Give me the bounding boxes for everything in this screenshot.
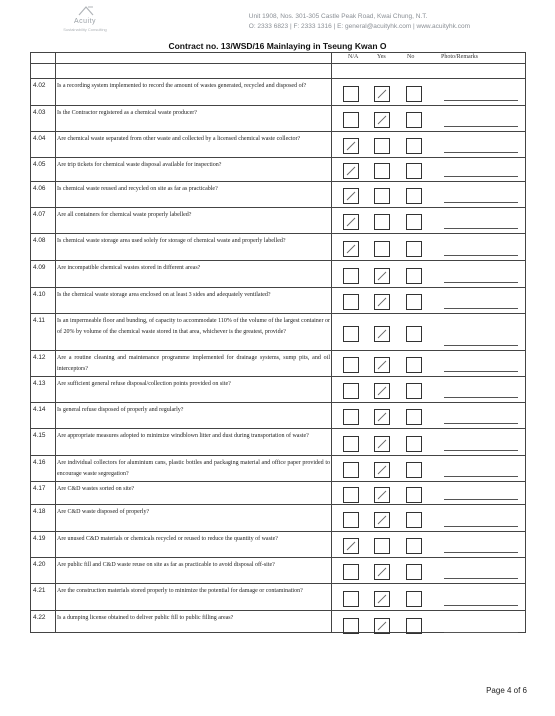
remarks-line[interactable] xyxy=(444,476,518,477)
logo-name: Acuity xyxy=(73,18,97,25)
checklist-table xyxy=(30,52,526,633)
checkbox-no[interactable] xyxy=(406,487,422,503)
table-header xyxy=(31,53,525,63)
checkbox-na[interactable] xyxy=(343,618,359,634)
table-row xyxy=(31,455,525,481)
item-question: Is a dumping license obtained to deliver public fill to public filling areas? xyxy=(57,615,234,621)
checkbox-yes[interactable] xyxy=(374,462,390,478)
checkbox-yes[interactable] xyxy=(374,383,390,399)
checkbox-na[interactable] xyxy=(343,487,359,503)
table-row xyxy=(31,181,525,207)
checkbox-yes[interactable] xyxy=(374,512,390,528)
item-number: 4.16 xyxy=(33,459,46,466)
table-row xyxy=(31,105,525,131)
item-number: 4.20 xyxy=(33,561,46,568)
remarks-line[interactable] xyxy=(444,202,518,203)
table-row xyxy=(31,481,525,504)
remarks-line[interactable] xyxy=(444,397,518,398)
table-row xyxy=(31,428,525,455)
checkbox-yes[interactable] xyxy=(374,487,390,503)
table-row xyxy=(31,233,525,260)
remarks-line[interactable] xyxy=(444,308,518,309)
contact-line: O: 2333 6823 | F: 2333 1316 | E: general@acuityhk.com | www.acuityhk.com xyxy=(248,23,470,30)
checkbox-yes[interactable] xyxy=(374,241,390,257)
item-question: Are sufficient general refuse disposal/collection points provided on site? xyxy=(57,381,231,387)
tick-mark-icon xyxy=(344,539,358,553)
tick-mark-icon xyxy=(375,327,389,341)
remarks-line[interactable] xyxy=(444,152,518,153)
checkbox-no[interactable] xyxy=(406,462,422,478)
checkbox-yes[interactable] xyxy=(374,294,390,310)
table-row xyxy=(31,313,525,350)
item-number: 4.07 xyxy=(33,211,46,218)
checkbox-na[interactable] xyxy=(343,538,359,554)
checkbox-na[interactable] xyxy=(343,591,359,607)
checkbox-no[interactable] xyxy=(406,409,422,425)
item-number: 4.17 xyxy=(33,485,46,492)
table-row xyxy=(31,157,525,181)
item-number: 4.14 xyxy=(33,406,46,413)
remarks-line[interactable] xyxy=(444,499,518,500)
item-question: Are chemical waste separated from other waste and collected by a licensed chemical waste collector? xyxy=(57,136,301,142)
remarks-line[interactable] xyxy=(444,423,518,424)
tick-mark-icon xyxy=(344,189,358,203)
checkbox-no[interactable] xyxy=(406,512,422,528)
tick-mark-icon xyxy=(344,215,358,229)
checkbox-no[interactable] xyxy=(406,326,422,342)
remarks-line[interactable] xyxy=(444,526,518,527)
table-row xyxy=(31,402,525,428)
item-question: Is chemical waste storage area used solely for storage of chemical waste and properly labelled? xyxy=(57,238,286,244)
item-question: Is an impermeable floor and bunding, of capacity to accommodate 110% of the volume of the largest container or of 20% by volume of the chemical waste stored in that area, whichever is the greatest, provide? xyxy=(57,318,330,335)
tick-mark-icon xyxy=(375,592,389,606)
checkbox-na[interactable] xyxy=(343,357,359,373)
checkbox-yes[interactable] xyxy=(374,214,390,230)
item-question: Are unused C&D materials or chemicals recycled or reused to reduce the quantity of waste? xyxy=(57,536,278,542)
tick-mark-icon xyxy=(375,619,389,633)
remarks-line[interactable] xyxy=(444,605,518,606)
col-no: No xyxy=(407,54,415,60)
checkbox-na[interactable] xyxy=(343,436,359,452)
checkbox-yes[interactable] xyxy=(374,409,390,425)
remarks-line[interactable] xyxy=(444,255,518,256)
checkbox-no[interactable] xyxy=(406,188,422,204)
page-title: Contract no. 13/WSD/16 Mainlaying in Tseung Kwan O xyxy=(168,41,387,51)
item-number: 4.10 xyxy=(33,291,46,298)
checkbox-yes[interactable] xyxy=(374,86,390,102)
item-number: 4.04 xyxy=(33,135,46,142)
blank-row xyxy=(31,63,525,78)
item-number: 4.11 xyxy=(33,317,45,324)
tick-mark-icon xyxy=(375,358,389,372)
remarks-line[interactable] xyxy=(444,632,518,633)
item-number: 4.13 xyxy=(33,380,46,387)
remarks-line[interactable] xyxy=(444,578,518,579)
checkbox-na[interactable] xyxy=(343,268,359,284)
item-question: Is the Contractor registered as a chemical waste producer? xyxy=(57,110,197,116)
tick-mark-icon xyxy=(344,242,358,256)
col-remarks: Photo/Remarks xyxy=(441,54,478,60)
checkbox-na[interactable] xyxy=(343,564,359,580)
item-question: Are C&D wastes sorted on site? xyxy=(57,486,135,492)
item-question: Are a routine cleaning and maintenance programme implemented for drainage systems, sump pits, and oil interceptors? xyxy=(57,355,330,372)
tick-mark-icon xyxy=(375,269,389,283)
checkbox-no[interactable] xyxy=(406,383,422,399)
checkbox-yes[interactable] xyxy=(374,564,390,580)
item-number: 4.08 xyxy=(33,237,46,244)
col-yes: Yes xyxy=(377,54,386,60)
checkbox-na[interactable] xyxy=(343,214,359,230)
item-number: 4.15 xyxy=(33,432,46,439)
item-question: Is a recording system implemented to record the amount of wastes generated, recycled and disposed of? xyxy=(57,83,307,89)
table-row xyxy=(31,504,525,531)
checkbox-yes[interactable] xyxy=(374,163,390,179)
item-question: Are appropriate measures adopted to minimize windblown litter and dust during transportation of waste? xyxy=(57,433,309,439)
remarks-line[interactable] xyxy=(444,282,518,283)
checkbox-na[interactable] xyxy=(343,188,359,204)
company-logo xyxy=(55,6,115,36)
remarks-line[interactable] xyxy=(444,450,518,451)
checkbox-na[interactable] xyxy=(343,383,359,399)
table-row xyxy=(31,78,525,105)
remarks-line[interactable] xyxy=(444,345,518,346)
remarks-line[interactable] xyxy=(444,552,518,553)
item-number: 4.22 xyxy=(33,614,46,621)
checkbox-na[interactable] xyxy=(343,409,359,425)
item-number: 4.03 xyxy=(33,109,46,116)
item-question: Are incompatible chemical wastes stored in different areas? xyxy=(57,265,201,271)
table-row xyxy=(31,287,525,313)
item-question: Is the chemical waste storage area enclosed on at least 3 sides and adequately ventilated? xyxy=(57,292,271,298)
checkbox-no[interactable] xyxy=(406,241,422,257)
checkbox-na[interactable] xyxy=(343,462,359,478)
checkbox-yes[interactable] xyxy=(374,618,390,634)
tick-mark-icon xyxy=(375,87,389,101)
company-address xyxy=(249,12,470,32)
remarks-line[interactable] xyxy=(444,371,518,372)
checkbox-na[interactable] xyxy=(343,112,359,128)
checkbox-no[interactable] xyxy=(406,294,422,310)
item-question: Is general refuse disposed of properly and regularly? xyxy=(57,407,184,413)
logo-subtitle: Sustainability Consulting xyxy=(63,27,107,32)
checkbox-na[interactable] xyxy=(343,163,359,179)
tick-mark-icon xyxy=(375,463,389,477)
checkbox-na[interactable] xyxy=(343,138,359,154)
tick-mark-icon xyxy=(375,513,389,527)
tick-mark-icon xyxy=(375,295,389,309)
tick-mark-icon xyxy=(344,139,358,153)
checkbox-no[interactable] xyxy=(406,591,422,607)
item-question: Are individual collectors for aluminium cans, plastic bottles and packaging material and office paper provided to encourage waste segregation? xyxy=(57,460,330,477)
checkbox-na[interactable] xyxy=(343,512,359,528)
tick-mark-icon xyxy=(344,164,358,178)
remarks-line[interactable] xyxy=(444,176,518,177)
table-row xyxy=(31,131,525,157)
checkbox-no[interactable] xyxy=(406,163,422,179)
checkbox-no[interactable] xyxy=(406,357,422,373)
item-number: 4.02 xyxy=(33,82,46,89)
item-number: 4.05 xyxy=(33,161,46,168)
checkbox-yes[interactable] xyxy=(374,357,390,373)
checkbox-yes[interactable] xyxy=(374,538,390,554)
checkbox-na[interactable] xyxy=(343,326,359,342)
table-row xyxy=(31,350,525,376)
item-number: 4.06 xyxy=(33,185,46,192)
table-row xyxy=(31,583,525,610)
item-number: 4.09 xyxy=(33,264,46,271)
item-question: Are trip tickets for chemical waste disposal available for inspection? xyxy=(57,162,222,168)
checkbox-no[interactable] xyxy=(406,86,422,102)
item-number: 4.18 xyxy=(33,508,46,515)
table-row xyxy=(31,610,525,637)
remarks-line[interactable] xyxy=(444,126,518,127)
address-line: Unit 1908, Nos. 301-305 Castle Peak Road, Kwai Chung, N.T. xyxy=(248,13,428,20)
tick-mark-icon xyxy=(375,410,389,424)
checkbox-no[interactable] xyxy=(406,618,422,634)
checkbox-no[interactable] xyxy=(406,138,422,154)
item-question: Are all containers for chemical waste properly labelled? xyxy=(57,212,192,218)
item-number: 4.21 xyxy=(33,587,46,594)
table-row xyxy=(31,260,525,287)
checkbox-no[interactable] xyxy=(406,214,422,230)
logo-mark-icon xyxy=(77,6,95,16)
col-na: N/A xyxy=(348,54,359,60)
table-row xyxy=(31,557,525,583)
checkbox-no[interactable] xyxy=(406,436,422,452)
item-number: 4.12 xyxy=(33,354,46,361)
table-row xyxy=(31,376,525,402)
item-question: Are public fill and C&D waste reuse on site as far as practicable to avoid disposal off-site? xyxy=(57,562,275,568)
remarks-line[interactable] xyxy=(444,228,518,229)
table-row xyxy=(31,531,525,557)
checkbox-yes[interactable] xyxy=(374,326,390,342)
checkbox-na[interactable] xyxy=(343,294,359,310)
checkbox-na[interactable] xyxy=(343,86,359,102)
checkbox-no[interactable] xyxy=(406,268,422,284)
checkbox-no[interactable] xyxy=(406,564,422,580)
item-question: Is chemical waste reused and recycled on site as far as practicable? xyxy=(57,186,218,192)
tick-mark-icon xyxy=(375,437,389,451)
page-number: Page 4 of 6 xyxy=(486,686,527,695)
checkbox-no[interactable] xyxy=(406,538,422,554)
tick-mark-icon xyxy=(375,565,389,579)
item-number: 4.19 xyxy=(33,535,46,542)
item-question: Are the construction materials stored properly to minimize the potential for damage or contamination? xyxy=(57,588,303,594)
checkbox-yes[interactable] xyxy=(374,268,390,284)
checkbox-yes[interactable] xyxy=(374,188,390,204)
checkbox-no[interactable] xyxy=(406,112,422,128)
checkbox-yes[interactable] xyxy=(374,112,390,128)
checkbox-na[interactable] xyxy=(343,241,359,257)
checkbox-yes[interactable] xyxy=(374,591,390,607)
table-row xyxy=(31,207,525,233)
tick-mark-icon xyxy=(375,384,389,398)
tick-mark-icon xyxy=(375,488,389,502)
checkbox-yes[interactable] xyxy=(374,138,390,154)
tick-mark-icon xyxy=(375,113,389,127)
item-question: Are C&D waste disposed of properly? xyxy=(57,509,150,515)
remarks-line[interactable] xyxy=(444,100,518,101)
checkbox-yes[interactable] xyxy=(374,436,390,452)
